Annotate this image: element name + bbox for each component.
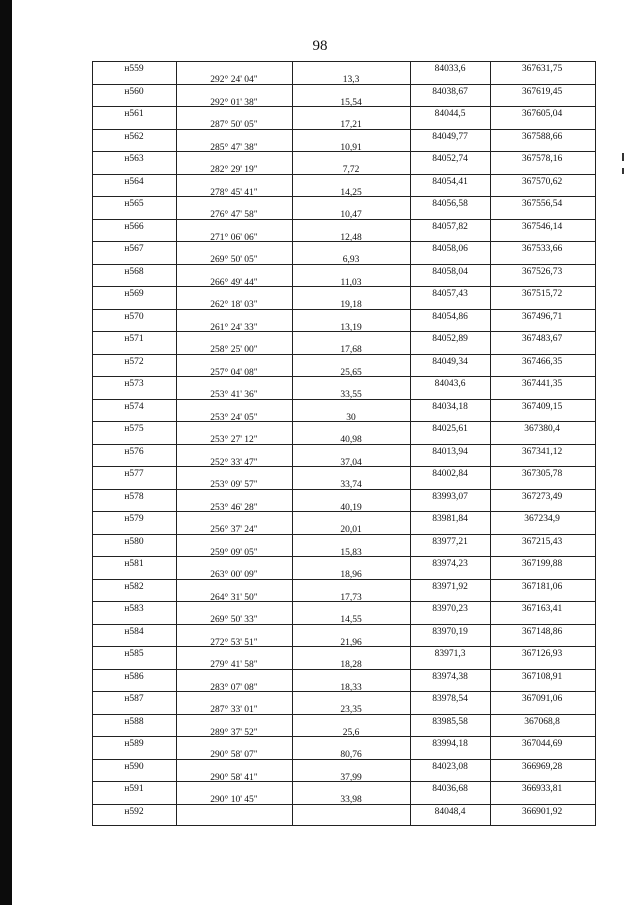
- point-x: 84052,89: [432, 334, 468, 344]
- segment-length: 12,48: [340, 233, 362, 243]
- segment-length: 37,04: [340, 458, 362, 468]
- point-name: н590: [124, 762, 144, 772]
- segment-length: 11,03: [340, 278, 362, 288]
- point-y: 367466,35: [521, 357, 563, 367]
- segment-angle: 262° 18' 03": [210, 300, 258, 310]
- segment-length: 17,68: [340, 345, 362, 355]
- point-x: 84058,04: [432, 267, 468, 277]
- point-x: 84013,94: [432, 447, 468, 457]
- point-name: н585: [124, 649, 144, 659]
- segment-length: 30: [346, 413, 356, 423]
- point-y: 366901,92: [521, 807, 563, 817]
- segment-angle: 292° 01' 38": [210, 98, 258, 108]
- point-y: 367163,41: [521, 604, 563, 614]
- point-y: 367605,04: [521, 109, 563, 119]
- point-name: н581: [124, 559, 144, 569]
- point-y: 367588,66: [521, 132, 563, 142]
- segment-length: 23,35: [340, 705, 362, 715]
- point-y: 367305,78: [521, 469, 563, 479]
- segment-angle: 253° 24' 05": [210, 413, 258, 423]
- segment-angle: 287° 50' 05": [210, 120, 258, 130]
- point-name: н580: [124, 537, 144, 547]
- row-rule: [92, 825, 596, 826]
- point-name: н563: [124, 154, 144, 164]
- segment-length: 15,54: [340, 98, 362, 108]
- segment-length: 18,96: [340, 570, 362, 580]
- segment-length: 10,91: [340, 143, 362, 153]
- point-y: 367199,88: [521, 559, 563, 569]
- segment-angle: 285° 47' 38": [210, 143, 258, 153]
- page-number: 98: [312, 38, 328, 54]
- point-y: 367619,45: [521, 87, 563, 97]
- point-name: н589: [124, 739, 144, 749]
- segment-length: 33,98: [340, 795, 362, 805]
- point-name: н567: [124, 244, 144, 254]
- scan-dark-edge: [0, 0, 12, 905]
- point-x: 83994,18: [432, 739, 468, 749]
- segment-angle: 256° 37' 24": [210, 525, 258, 535]
- segment-angle: 292° 24' 04": [210, 75, 258, 85]
- point-y: 367441,35: [521, 379, 563, 389]
- segment-angle: 258° 25' 00": [210, 345, 258, 355]
- scan-mark: [622, 153, 624, 161]
- segment-length: 25,6: [342, 728, 360, 738]
- point-x: 84057,82: [432, 222, 468, 232]
- point-y: 367341,12: [521, 447, 563, 457]
- point-name: н568: [124, 267, 144, 277]
- point-name: н574: [124, 402, 144, 412]
- point-x: 83974,23: [432, 559, 468, 569]
- segment-length: 15,83: [340, 548, 362, 558]
- segment-length: 37,99: [340, 773, 362, 783]
- point-x: 83974,38: [432, 672, 468, 682]
- point-x: 84038,67: [432, 87, 468, 97]
- point-x: 84002,84: [432, 469, 468, 479]
- point-y: 367496,71: [521, 312, 563, 322]
- point-y: 367556,54: [521, 199, 563, 209]
- segment-length: 18,28: [340, 660, 362, 670]
- segment-angle: 282° 29' 19": [210, 165, 258, 175]
- point-y: 367578,16: [521, 154, 563, 164]
- segment-angle: 269° 50' 05": [210, 255, 258, 265]
- point-x: 83981,84: [432, 514, 468, 524]
- segment-angle: 271° 06' 06": [210, 233, 258, 243]
- point-x: 84057,43: [432, 289, 468, 299]
- point-name: н587: [124, 694, 144, 704]
- point-y: 367234,9: [524, 514, 560, 524]
- segment-length: 40,19: [340, 503, 362, 513]
- point-x: 83978,54: [432, 694, 468, 704]
- point-y: 367409,15: [521, 402, 563, 412]
- point-x: 84043,6: [434, 379, 466, 389]
- point-name: н565: [124, 199, 144, 209]
- point-x: 84049,34: [432, 357, 468, 367]
- point-x: 84054,86: [432, 312, 468, 322]
- segment-length: 14,25: [340, 188, 362, 198]
- segment-length: 33,74: [340, 480, 362, 490]
- point-y: 367526,73: [521, 267, 563, 277]
- point-name: н572: [124, 357, 144, 367]
- point-name: н573: [124, 379, 144, 389]
- point-y: 367380,4: [524, 424, 560, 434]
- point-x: 84054,41: [432, 177, 468, 187]
- point-x: 83971,3: [434, 649, 466, 659]
- point-y: 366969,28: [521, 762, 563, 772]
- point-y: 367068,8: [524, 717, 560, 727]
- point-y: 367483,67: [521, 334, 563, 344]
- point-x: 84036,68: [432, 784, 468, 794]
- segment-angle: 272° 53' 51": [210, 638, 258, 648]
- point-x: 84023,08: [432, 762, 468, 772]
- point-y: 367533,66: [521, 244, 563, 254]
- point-x: 84025,61: [432, 424, 468, 434]
- point-name: н566: [124, 222, 144, 232]
- point-name: н571: [124, 334, 144, 344]
- segment-length: 14,55: [340, 615, 362, 625]
- point-x: 83977,21: [432, 537, 468, 547]
- segment-length: 17,73: [340, 593, 362, 603]
- point-y: 367215,43: [521, 537, 563, 547]
- point-x: 83993,07: [432, 492, 468, 502]
- point-name: н564: [124, 177, 144, 187]
- segment-length: 6,93: [342, 255, 360, 265]
- segment-angle: 289° 37' 52": [210, 728, 258, 738]
- point-x: 84052,74: [432, 154, 468, 164]
- segment-angle: 290° 10' 45": [210, 795, 258, 805]
- segment-angle: 276° 47' 58": [210, 210, 258, 220]
- segment-angle: 261° 24' 33": [210, 323, 258, 333]
- point-y: 367181,06: [521, 582, 563, 592]
- segment-angle: 266° 49' 44": [210, 278, 258, 288]
- segment-angle: 278° 45' 41": [210, 188, 258, 198]
- point-x: 83985,58: [432, 717, 468, 727]
- segment-length: 21,96: [340, 638, 362, 648]
- point-name: н562: [124, 132, 144, 142]
- segment-angle: 263° 00' 09": [210, 570, 258, 580]
- segment-angle: 257° 04' 08": [210, 368, 258, 378]
- segment-angle: 287° 33' 01": [210, 705, 258, 715]
- point-name: н559: [124, 64, 144, 74]
- segment-angle: 290° 58' 07": [210, 750, 258, 760]
- point-name: н588: [124, 717, 144, 727]
- segment-length: 7,72: [342, 165, 360, 175]
- point-name: н579: [124, 514, 144, 524]
- point-x: 84048,4: [434, 807, 466, 817]
- segment-angle: 253° 46' 28": [210, 503, 258, 513]
- segment-angle: 259° 09' 05": [210, 548, 258, 558]
- segment-length: 13,19: [340, 323, 362, 333]
- point-y: 367044,69: [521, 739, 563, 749]
- segment-angle: 252° 33' 47": [210, 458, 258, 468]
- point-x: 84044,5: [434, 109, 466, 119]
- point-x: 84049,77: [432, 132, 468, 142]
- point-y: 367148,86: [521, 627, 563, 637]
- segment-length: 13,3: [342, 75, 360, 85]
- point-name: н575: [124, 424, 144, 434]
- segment-angle: 290° 58' 41": [210, 773, 258, 783]
- point-y: 367273,49: [521, 492, 563, 502]
- segment-angle: 283° 07' 08": [210, 683, 258, 693]
- point-x: 84033,6: [434, 64, 466, 74]
- point-x: 83971,92: [432, 582, 468, 592]
- point-y: 367546,14: [521, 222, 563, 232]
- segment-length: 25,65: [340, 368, 362, 378]
- point-x: 84056,58: [432, 199, 468, 209]
- point-name: н584: [124, 627, 144, 637]
- segment-length: 17,21: [340, 120, 362, 130]
- point-name: н583: [124, 604, 144, 614]
- segment-angle: 269° 50' 33": [210, 615, 258, 625]
- segment-length: 10,47: [340, 210, 362, 220]
- point-name: н570: [124, 312, 144, 322]
- scan-mark: [622, 168, 624, 174]
- segment-length: 40,98: [340, 435, 362, 445]
- coordinates-table: [92, 61, 596, 826]
- point-x: 83970,19: [432, 627, 468, 637]
- point-name: н576: [124, 447, 144, 457]
- point-x: 84058,06: [432, 244, 468, 254]
- point-name: н591: [124, 784, 144, 794]
- point-name: н586: [124, 672, 144, 682]
- point-y: 367631,75: [521, 64, 563, 74]
- segment-angle: 279° 41' 58": [210, 660, 258, 670]
- segment-angle: 253° 27' 12": [210, 435, 258, 445]
- point-y: 367091,06: [521, 694, 563, 704]
- segment-angle: 253° 09' 57": [210, 480, 258, 490]
- point-y: 367126,93: [521, 649, 563, 659]
- point-y: 367515,72: [521, 289, 563, 299]
- point-name: н578: [124, 492, 144, 502]
- point-name: н560: [124, 87, 144, 97]
- point-y: 367570,62: [521, 177, 563, 187]
- segment-angle: 253° 41' 36": [210, 390, 258, 400]
- segment-length: 20,01: [340, 525, 362, 535]
- segment-angle: 264° 31' 50": [210, 593, 258, 603]
- point-name: н569: [124, 289, 144, 299]
- point-name: н577: [124, 469, 144, 479]
- segment-length: 33,55: [340, 390, 362, 400]
- point-name: н582: [124, 582, 144, 592]
- point-y: 366933,81: [521, 784, 563, 794]
- segment-length: 19,18: [340, 300, 362, 310]
- segment-length: 18,33: [340, 683, 362, 693]
- point-name: н561: [124, 109, 144, 119]
- segment-length: 80,76: [340, 750, 362, 760]
- point-y: 367108,91: [521, 672, 563, 682]
- point-x: 84034,18: [432, 402, 468, 412]
- point-name: н592: [124, 807, 144, 817]
- point-x: 83970,23: [432, 604, 468, 614]
